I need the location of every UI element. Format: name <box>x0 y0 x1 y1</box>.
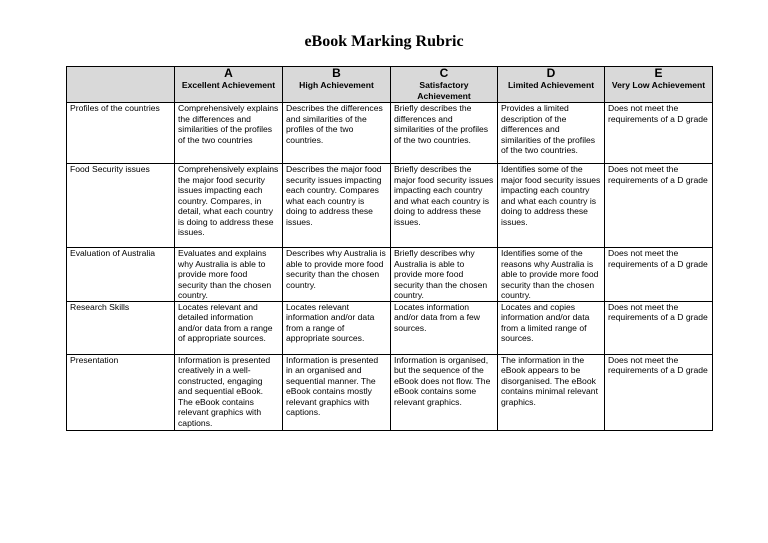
descriptor-cell: Does not meet the requirements of a D grade <box>605 301 713 354</box>
rubric-table <box>66 66 713 431</box>
table-row <box>67 354 713 430</box>
header-corner-cell <box>67 67 175 103</box>
grade-header-e <box>605 67 713 103</box>
grade-header-c <box>391 67 498 103</box>
criterion-cell: Research Skills <box>67 301 175 354</box>
descriptor-cell: Information is presented in an organised and sequential manner. The eBook contains mostly relevant graphics with captions. <box>283 354 391 430</box>
descriptor-cell: Evaluates and explains why Australia is able to provide more food security than the chosen country. <box>175 248 283 302</box>
grade-label: Very Low Achievement <box>611 80 706 90</box>
grade-header-b <box>283 67 391 103</box>
grade-letter: B <box>332 66 341 80</box>
descriptor-cell: Identifies some of the major food security issues impacting each country and what each country is doing to address these issues. <box>498 164 605 248</box>
descriptor-cell: Does not meet the requirements of a D grade <box>605 103 713 164</box>
grade-label: Limited Achievement <box>507 80 595 90</box>
descriptor-cell: Locates and copies information and/or data from a limited range of sources. <box>498 301 605 354</box>
grade-letter: E <box>654 66 663 80</box>
descriptor-cell: Briefly describes why Australia is able to provide more food security than the chosen country. <box>391 248 498 302</box>
descriptor-cell: Information is organised, but the sequence of the eBook does not flow. The eBook contains some relevant graphics. <box>391 354 498 430</box>
grade-header-d <box>498 67 605 103</box>
descriptor-cell: Locates relevant information and/or data from a range of appropriate sources. <box>283 301 391 354</box>
criterion-cell: Food Security issues <box>67 164 175 248</box>
descriptor-cell: Briefly describes the major food security issues impacting each country and what each country is doing to address these issues. <box>391 164 498 248</box>
grade-letter: C <box>439 66 449 80</box>
descriptor-cell: Describes the differences and similarities of the profiles of the two countries. <box>283 103 391 164</box>
grade-letter: D <box>546 66 556 80</box>
descriptor-cell: Does not meet the requirements of a D grade <box>605 248 713 302</box>
descriptor-cell: Identifies some of the reasons why Australia is able to provide more food security than the chosen country. <box>498 248 605 302</box>
descriptor-cell: Describes the major food security issues impacting each country. Compares what each country is doing to address these issues. <box>283 164 391 248</box>
table-row <box>67 103 713 164</box>
table-row <box>67 164 713 248</box>
criterion-cell: Evaluation of Australia <box>67 248 175 302</box>
descriptor-cell: Describes why Australia is able to provide more food security than the chosen country. <box>283 248 391 302</box>
descriptor-cell: Information is presented creatively in a well-constructed, engaging and sequential eBook. The eBook contains relevant graphics with captions. <box>175 354 283 430</box>
criterion-cell: Presentation <box>67 354 175 430</box>
descriptor-cell: Comprehensively explains the major food security issues impacting each country. Compares, in detail, what each country is doing to address these issues. <box>175 164 283 248</box>
descriptor-cell: Provides a limited description of the differences and similarities of the profiles of the two countries. <box>498 103 605 164</box>
criterion-cell: Profiles of the countries <box>67 103 175 164</box>
table-row <box>67 248 713 302</box>
grade-header-a <box>175 67 283 103</box>
descriptor-cell: Does not meet the requirements of a D grade <box>605 354 713 430</box>
table-row <box>67 301 713 354</box>
grade-label: Satisfactory Achievement <box>417 80 471 101</box>
descriptor-cell: Comprehensively explains the differences and similarities of the profiles of the two countries <box>175 103 283 164</box>
grade-letter: A <box>224 66 233 80</box>
descriptor-cell: Does not meet the requirements of a D grade <box>605 164 713 248</box>
descriptor-cell: The information in the eBook appears to be disorganised. The eBook contains minimal relevant graphics. <box>498 354 605 430</box>
descriptor-cell: Locates relevant and detailed information and/or data from a range of appropriate sources. <box>175 301 283 354</box>
header-row <box>67 67 713 103</box>
descriptor-cell: Briefly describes the differences and similarities of the profiles of the two countries. <box>391 103 498 164</box>
grade-label: Excellent Achievement <box>181 80 276 90</box>
page-title: eBook Marking Rubric <box>304 33 464 50</box>
descriptor-cell: Locates information and/or data from a few sources. <box>391 301 498 354</box>
grade-label: High Achievement <box>299 80 374 90</box>
